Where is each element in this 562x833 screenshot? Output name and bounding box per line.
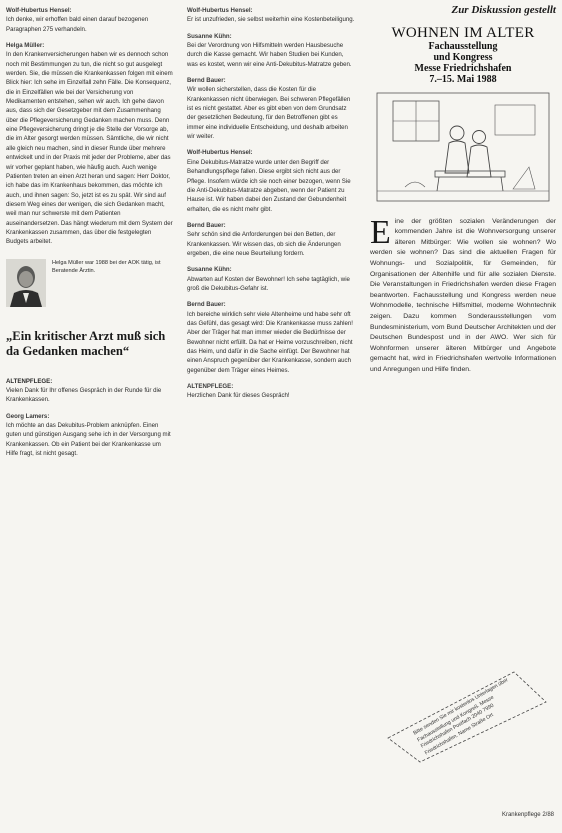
coupon-copy: Bitte senden Sie mir kostenlos Unterlagen über Fachausstellung und Kongreß. Messe Friedrichshafen Postfach 2040 7990 Friedrichshafen. Name Straße Ort: [412, 677, 510, 757]
article-body: [370, 213, 556, 376]
speaker-name: ALTENPFLEGE:: [187, 383, 234, 391]
interview-block: [187, 32, 355, 69]
expo-line: Fachausstellung: [428, 40, 498, 52]
speech-text: Herzlichen Dank für dieses Gespräch!: [187, 392, 290, 400]
column-right: [370, 6, 556, 376]
speech-text: Ich denke, wir erhoffen bald einen darauf bezogenen Paragraphen 275 verhandeln.: [6, 16, 149, 33]
portrait-photo: [6, 259, 46, 307]
expo-line: und Kongress: [433, 51, 493, 63]
page-footer: Krankenpflege 2/88: [501, 812, 554, 818]
drop-cap: E: [370, 213, 391, 251]
speech-text: Ich bereiche wirklich sehr viele Altenheime und habe sehr oft das Gefühl, das gesagt wird: Die Krankenkasse muss zahlen! Aber der Träger hat man immer wieder die Bedürfnisse der Bewohner nicht erfüllt. Da hat er Heime vorzuschreiben, nicht das Heim, und dafür in die Sache einfügt. Der Bewohner hat einen Anspruch gegenüber der Krankenkasse, sondern auch gegenüber dem Träger eines Heimes.: [187, 310, 353, 374]
interview-block: [187, 148, 355, 213]
section-kicker: Zur Diskussion gestellt: [451, 4, 556, 16]
article-text: ine der größten sozialen Veränderungen der kommenden Jahre ist die Wohnversorgung unserer älteren Mitbürger: Wie wollen sie wohnen? Wo werden sie wohnen? Das sind die aktuellen Fragen für Wohnungs- und Sozialpolitik, für Gemeinden, für Organisationen der Altenhilfe und für alle sozialen Dienste. Die Veranstaltungen in Friedrichshafen werden diese Fragen beantworten. Fachausstellung und Kongress werden neue Wohnmodelle, technische Hilfsmittel, moderne Wohntechnik zeigen. Dazu kommen Sonderausstellungen vom Bundesministerium, vom Bund Deutscher Architekten und der Deutschen Bundespost und in der AWO. Wer sich für Wohnformen unserer älteren Mitbürger und Angebote gemacht hat, wird in Friedrichshafen wertvolle Informationen und Anregungen und Hilfe finden.: [370, 217, 556, 373]
speech-text: Er ist unzufrieden, sie selbst weiterhin eine Kostenbeteiligung.: [187, 16, 355, 24]
speaker-name: ALTENPFLEGE:: [6, 377, 53, 385]
column-middle: [187, 6, 355, 408]
speaker-name: Wolf-Hubertus Hensel:: [187, 7, 253, 14]
speaker-name: Bernd Bauer:: [187, 221, 226, 229]
speaker-name: Wolf-Hubertus Hensel:: [6, 7, 72, 14]
coupon-text: [369, 632, 562, 800]
interview-block: [187, 76, 355, 141]
column-left: [6, 6, 174, 465]
author-bio: [6, 259, 174, 307]
speaker-name: Georg Lamers:: [6, 412, 50, 420]
expo-details: [370, 41, 556, 85]
interview-block: [187, 221, 355, 258]
expo-line: Messe Friedrichshafen: [414, 62, 512, 74]
interview-block: [187, 265, 355, 293]
interview-block: [6, 412, 174, 459]
expo-line: 7.–15. Mai 1988: [429, 73, 497, 85]
bio-text: Helga Müller war 1988 bei der AOK tätig, ist Beratende Ärztin.: [52, 259, 161, 274]
elderly-couple-illustration: [375, 91, 551, 203]
speech-text: Wir wollen sicherstellen, dass die Kosten für die Krankenkassen nicht überwiegen. Bei schweren Pflegefällen ist es nicht gestattet. Aber es gibt eben von dem Grundsatz der gesetzlichen Bedeutung, für den Betroffenen gibt es immer eine individuelle Entscheidung, und deshalb arbeiten wir weiter.: [187, 86, 351, 141]
speech-text: Abwarten auf Kosten der Bewohner! Ich sehe tagtäglich, wie groß die Dekubitus-Gefahr ist.: [187, 275, 350, 292]
speaker-name: Helga Müller:: [6, 42, 45, 50]
speech-text: In den Krankenversicherungen haben wir es dennoch schon noch mit Bestimmungen zu tun, die nicht so gut ausgelegt werden. Sie, die müssen die Krankenkassen folgen mit einem Blick hier: Ich sehe im Einzelfall zehn Fälle. Die Konsequenz, die in Einzelfällen wie bei der Versicherung von Medikamenten entstehen, sehen wir auch. Ich gehe davon aus, dass sich der Gesetzgeber mit dem Zusammenhang über die Pflegeversicherung Gedanken machen muss. Denn eine Pflegeversicherung dringt je die Stelle der Vorsorge ab, die im Alter gesorgt werden müssen. Sämtliche, die wir nicht alle gleich neu machen, sind in dieser Runde über mehrere entwickelt und in der Praxis mit jeder der Probleme, aber das wir vorher geplant haben, wie häufig auch. Auch wenige Patienten treten an einen Arzt heran und sagen: Herr Doktor, ich habe das im Krankenhaus bekommen, das möchte ich auch, und ihnen sagen: So, jetzt ist es zu spät. Wir sind auf diesem Weg eines der wenigen, die sich Gedanken macht, weil man nur schwerste mit dem Patienten auseinandersetzen. Das hängt wiederum mit dem System der Krankenkassen zusammen, das über die festgelegten Budgets arbeitet.: [6, 51, 173, 246]
speech-text: Ich möchte an das Dekubitus-Problem anknüpfen. Einen guten und günstigen Ausgang sehe ich in der Versorgung mit Krankenkassen. Ob ein Patient bei der Krankenkasse um Hilfe fragt, ist nicht gesagt.: [6, 421, 171, 457]
speaker-name: Susanne Kühn:: [187, 266, 232, 274]
speech-text: Eine Dekubitus-Matratze wurde unter den Begriff der Behandlungspflege fallen. Diese ergibt sich nicht aus der Pflege. Insofern würde ich sie noch einer bezogen, wenn Sie die Anti-Dekubitus-Matratze abgeben, wenn der Patient zu Hause ist. Wir haben dabei den Zustand der Gebundenheit erhalten, die es nicht mehr gibt.: [187, 158, 351, 213]
speech-text: Vielen Dank für Ihr offenes Gespräch in der Runde für die Krankenkassen.: [6, 386, 162, 404]
speaker-name: Bernd Bauer:: [187, 77, 226, 85]
pull-quote-headline: „Ein kritischer Arzt muß sich da Gedanken machen“: [6, 328, 166, 358]
order-coupon: [382, 668, 552, 764]
interview-block: [6, 377, 174, 405]
speech-text: Bei der Verordnung von Hilfsmitteln werden Hausbesuche durch die Kasse gemacht. Wir haben Studien bei Kunden, was es kostet, wenn wir eine Anti-Dekubitus-Matratze geben.: [187, 42, 352, 68]
interview-block: [187, 382, 355, 401]
interview-block: [6, 6, 174, 34]
speaker-name: Bernd Bauer:: [187, 301, 226, 309]
expo-title: WOHNEN IM ALTER: [391, 25, 535, 42]
interview-block: [187, 300, 355, 375]
speaker-name: Susanne Kühn:: [187, 32, 232, 40]
interview-block: [6, 41, 174, 247]
speech-text: Sehr schön sind die Anforderungen bei den Betten, der Krankenkassen. Wir wissen das, ob sich die Änderungen ergeben, die eine neue Beurteilung fordern.: [187, 231, 341, 257]
portrait-icon: [6, 259, 46, 307]
interview-block: [187, 6, 355, 25]
speaker-name: Wolf-Hubertus Hensel:: [187, 149, 253, 157]
